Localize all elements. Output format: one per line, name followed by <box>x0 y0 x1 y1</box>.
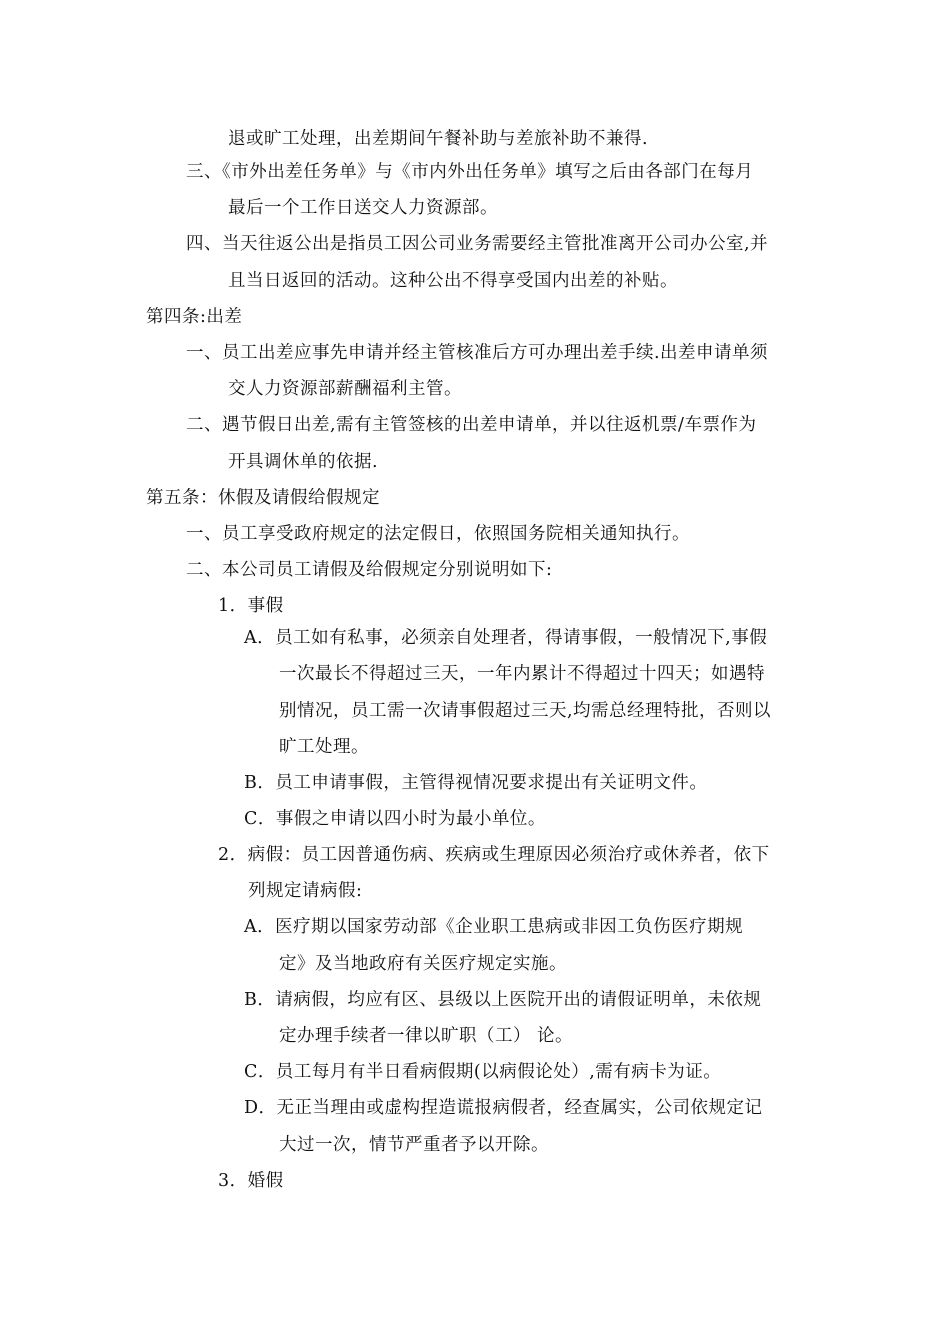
text-line: A．员工如有私事，必须亲自处理者，得请事假，一般情况下,事假 <box>244 628 768 648</box>
text-line: 列规定请病假: <box>248 881 363 901</box>
text-line: 旷工处理。 <box>279 737 369 757</box>
text-line: 二、本公司员工请假及给假规定分别说明如下: <box>186 560 553 580</box>
text-line: B．请病假，均应有区、县级以上医院开出的请假证明单，未依规 <box>244 990 762 1010</box>
subsection-heading: 3．婚假 <box>218 1171 284 1191</box>
text-line: 四、当天往返公出是指员工因公司业务需要经主管批准离开公司办公室,并 <box>186 234 769 254</box>
text-line: 一、员工出差应事先申请并经主管核准后方可办理出差手续.出差申请单须 <box>186 343 769 363</box>
text-line: 别情况，员工需一次请事假超过三天,均需总经理特批，否则以 <box>279 701 772 721</box>
text-line: A．医疗期以国家劳动部《企业职工患病或非因工负伤医疗期规 <box>244 917 744 937</box>
text-line: 二、遇节假日出差,需有主管签核的出差申请单，并以往返机票/车票作为 <box>186 415 757 435</box>
text-line: 一、员工享受政府规定的法定假日，依照国务院相关通知执行。 <box>186 524 690 544</box>
text-line: B．员工申请事假，主管得视情况要求提出有关证明文件。 <box>244 773 708 793</box>
text-line: 三、《市外出差任务单》与《市内外出任务单》填写之后由各部门在每月 <box>186 162 754 182</box>
subsection-heading: 2．病假：员工因普通伤病、疾病或生理原因必须治疗或休养者，依下 <box>218 845 770 865</box>
text-line: 定》及当地政府有关医疗规定实施。 <box>279 954 567 974</box>
text-line: 一次最长不得超过三天，一年内累计不得超过十四天；如遇特 <box>279 664 765 684</box>
text-line: C．员工每月有半日看病假期(以病假论处）,需有病卡为证。 <box>244 1062 722 1082</box>
text-line: 定办理手续者一律以旷职（工） 论。 <box>279 1026 574 1046</box>
text-line: 最后一个工作日送交人力资源部。 <box>228 198 498 218</box>
section-heading: 第四条:出差 <box>146 307 243 327</box>
subsection-heading: 1．事假 <box>218 596 284 616</box>
text-line: 且当日返回的活动。这种公出不得享受国内出差的补贴。 <box>228 271 678 291</box>
text-line: 开具调休单的依据. <box>228 452 379 472</box>
text-line: C．事假之申请以四小时为最小单位。 <box>244 809 546 829</box>
text-line: 退或旷工处理，出差期间午餐补助与差旅补助不兼得. <box>228 129 649 149</box>
text-line: 大过一次，情节严重者予以开除。 <box>279 1135 549 1155</box>
section-heading: 第五条：休假及请假给假规定 <box>146 488 380 508</box>
text-line: 交人力资源部薪酬福利主管。 <box>228 379 462 399</box>
text-line: D．无正当理由或虚构捏造谎报病假者，经查属实，公司依规定记 <box>244 1098 763 1118</box>
